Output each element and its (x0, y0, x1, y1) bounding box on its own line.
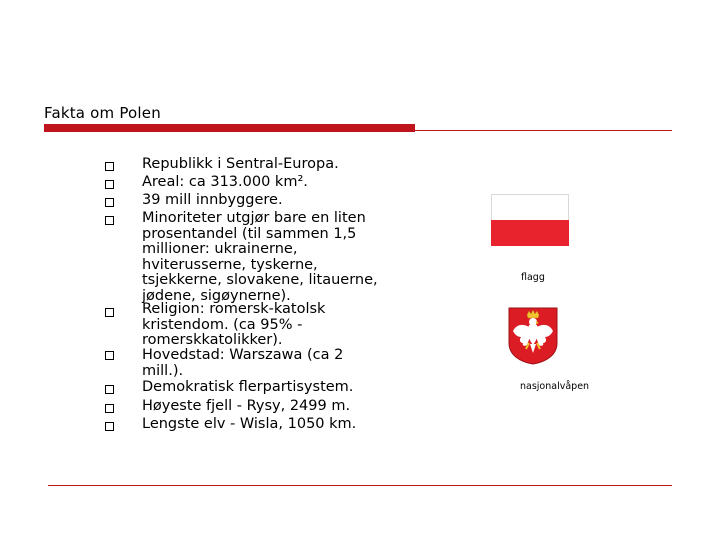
title-underline (44, 124, 672, 132)
list-item: Religion: romersk-katolsk kristendom. (ca 95% - romerskkatolikker). (142, 301, 326, 348)
list-item: Lengste elv - Wisla, 1050 km. (142, 416, 357, 432)
list-item: Hovedstad: Warszawa (ca 2 mill.). (142, 347, 344, 379)
title-underline-thick (44, 124, 415, 132)
square-bullet-icon (105, 351, 114, 360)
bottom-divider (48, 485, 672, 486)
list-item: Republikk i Sentral-Europa. (142, 156, 339, 172)
square-bullet-icon (105, 162, 114, 171)
list-item: Minoriteter utgjør bare en liten prosentandel (til sammen 1,5 millioner: ukrainerne, hviterusserne, tyskerne, tsjekkerne, slovakene, litauerne, jødene, sigøynerne). (142, 210, 378, 304)
flag-caption: flagg (521, 272, 545, 283)
poland-flag-icon (491, 194, 569, 246)
list-item: Areal: ca 313.000 km². (142, 174, 308, 190)
square-bullet-icon (105, 385, 114, 394)
list-item: Høyeste fjell - Rysy, 2499 m. (142, 398, 351, 414)
square-bullet-icon (105, 308, 114, 317)
square-bullet-icon (105, 198, 114, 207)
square-bullet-icon (105, 404, 114, 413)
page-title: Fakta om Polen (44, 104, 161, 122)
list-item: Demokratisk flerpartisystem. (142, 379, 354, 395)
coat-caption: nasjonalvåpen (520, 381, 590, 392)
square-bullet-icon (105, 422, 114, 431)
square-bullet-icon (105, 216, 114, 225)
title-underline-thin (415, 130, 672, 131)
polish-eagle-icon (508, 307, 558, 365)
list-item: 39 mill innbyggere. (142, 192, 283, 208)
square-bullet-icon (105, 180, 114, 189)
